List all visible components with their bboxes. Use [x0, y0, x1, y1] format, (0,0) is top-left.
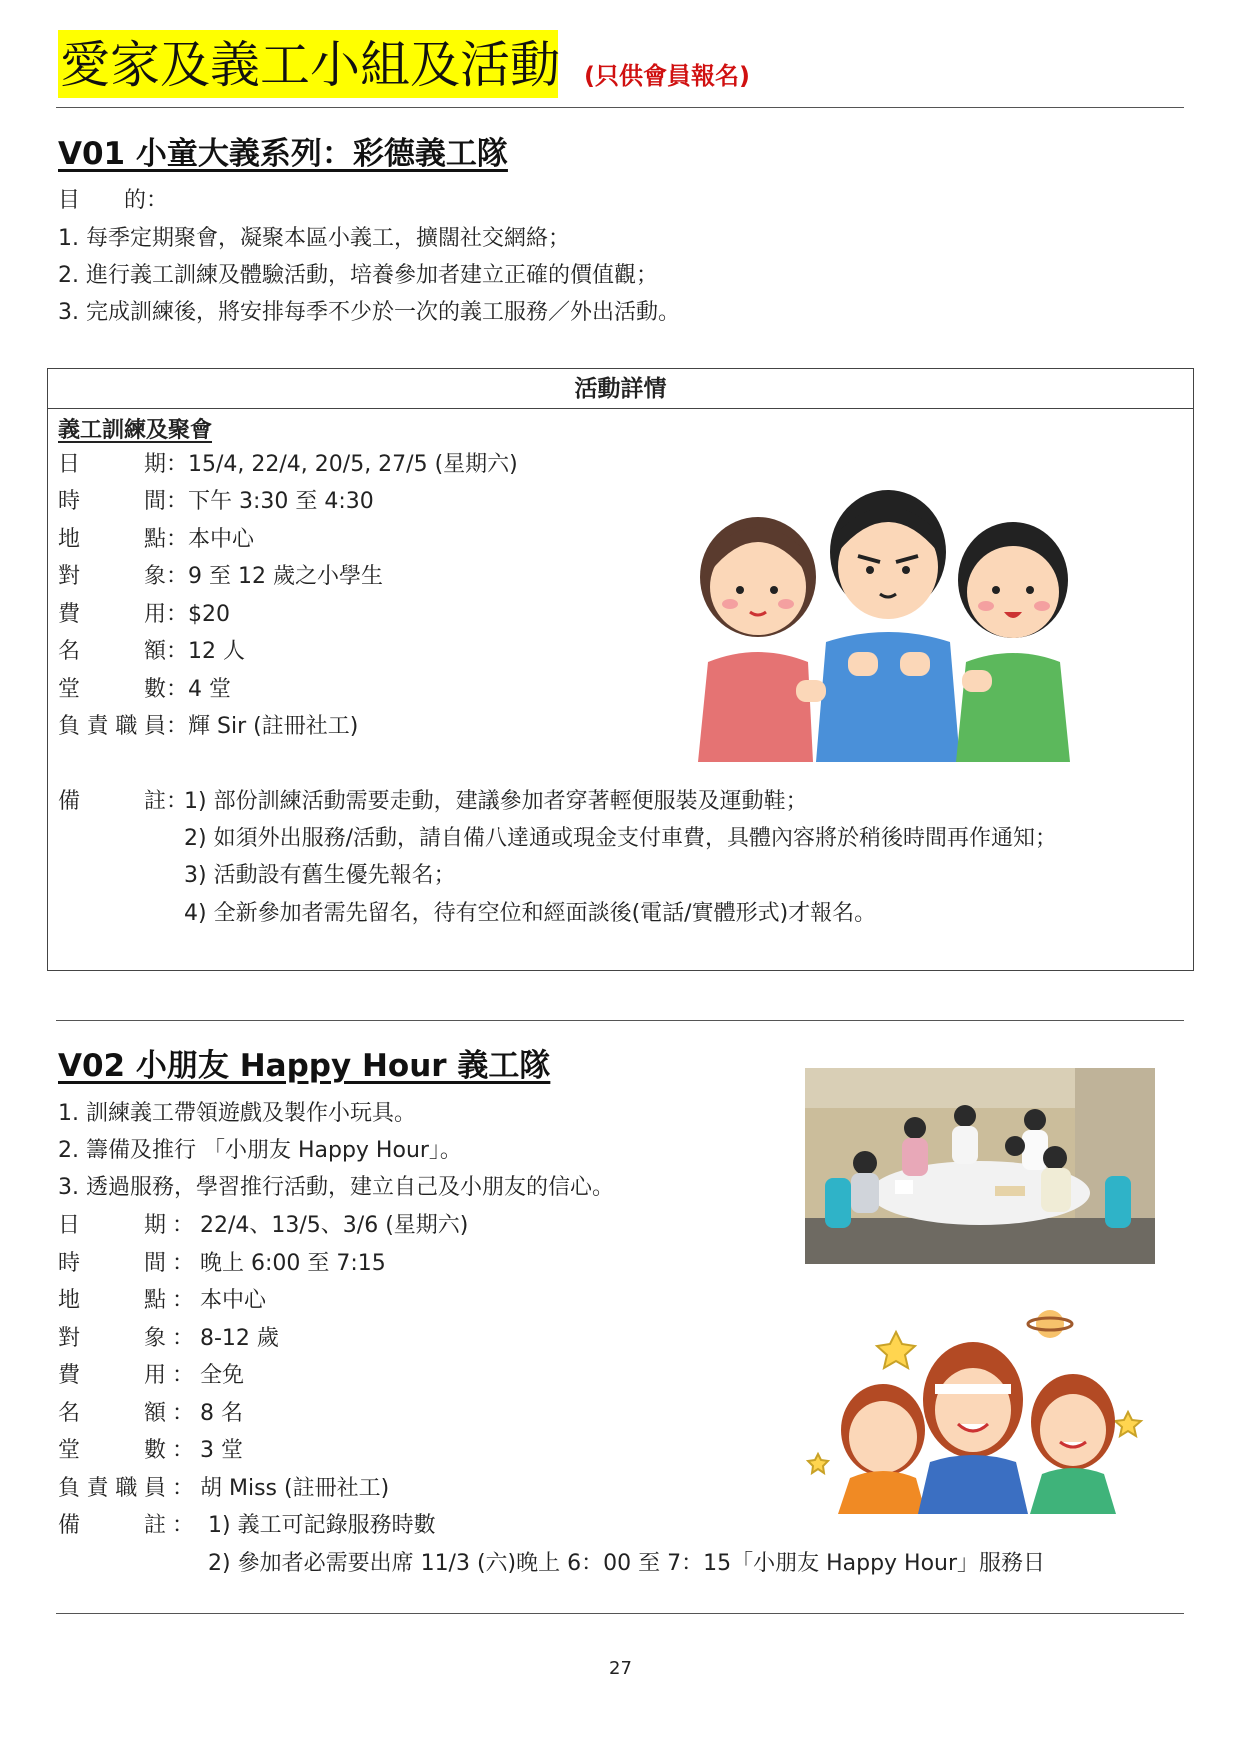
v02-detail-row: 時間 ： 晚上 6:00 至 7:15 — [58, 1251, 386, 1276]
v01-remarks-label: 備註： — [58, 789, 189, 814]
v01-detail-row: 地點：本中心 — [58, 527, 255, 552]
v02-detail-row: 地點 ： 本中心 — [58, 1288, 267, 1313]
v02-detail-row: 堂數 ： 3 堂 — [58, 1438, 243, 1463]
v02-detail-row: 負責職員 ： 胡 Miss (註冊社工) — [58, 1476, 390, 1501]
v01-detail-row: 負責職員：輝 Sir (註冊社工) — [58, 714, 359, 739]
activity-details-title: 活動詳情 — [48, 369, 1193, 409]
divider — [56, 1020, 1184, 1021]
v01-remark-1: 1) 部份訓練活動需要走動，建議參加者穿著輕便服裝及運動鞋； — [184, 789, 808, 814]
v01-remark-3: 3) 活動設有舊生優先報名； — [184, 863, 456, 888]
v02-heading: V02 小朋友 Happy Hour 義工隊 — [58, 1048, 551, 1084]
v01-detail-row: 時間：下午 3:30 至 4:30 — [58, 489, 374, 514]
v01-detail-row: 對象：9 至 12 歲之小學生 — [58, 564, 383, 589]
v02-remark-1: 1) 義工可記錄服務時數 — [208, 1513, 436, 1538]
v01-detail-row: 堂數：4 堂 — [58, 677, 232, 702]
v01-remark-4: 4) 全新參加者需先留名，待有空位和經面談後(電話/實體形式)才報名。 — [184, 901, 877, 926]
v01-detail-row: 日期：15/4, 22/4, 20/5, 27/5 (星期六) — [58, 452, 518, 477]
kids-thumbs-up-illustration — [688, 472, 1088, 762]
page-number: 27 — [609, 1658, 632, 1679]
v02-detail-row: 對象 ： 8-12 歲 — [58, 1326, 279, 1351]
v01-purpose-label: 目 的： — [58, 188, 169, 213]
v01-heading: V01 小童大義系列：彩德義工隊 — [58, 136, 508, 172]
v02-detail-row: 名額 ： 8 名 — [58, 1401, 243, 1426]
volunteers-activity-photo — [805, 1068, 1155, 1264]
v02-detail-row: 費用 ： 全免 — [58, 1363, 245, 1388]
v02-detail-row: 日期 ： 22/4、13/5、3/6 (星期六) — [58, 1213, 469, 1238]
divider — [56, 1613, 1184, 1614]
v02-remark-2: 2) 參加者必需要出席 11/3 (六)晚上 6：00 至 7：15「小朋友 Happy Hour」服務日 — [208, 1551, 1046, 1576]
v02-item-3: 3. 透過服務，學習推行活動，建立自己及小朋友的信心。 — [58, 1175, 614, 1200]
members-only-note: (只供會員報名) — [584, 62, 750, 90]
girls-illustration — [798, 1292, 1158, 1514]
divider — [56, 107, 1184, 108]
v01-purpose-1: 1. 每季定期聚會，凝聚本區小義工，擴闊社交網絡； — [58, 226, 570, 251]
v02-item-1: 1. 訓練義工帶領遊戲及製作小玩具。 — [58, 1101, 416, 1126]
training-subheading: 義工訓練及聚會 — [58, 418, 213, 443]
v01-remark-2: 2) 如須外出服務/活動，請自備八達通或現金支付車費，具體內容將於稍後時間再作通知； — [184, 826, 1057, 851]
v02-remarks-label: 備註 ： — [58, 1513, 194, 1538]
v01-detail-row: 名額：12 人 — [58, 639, 246, 664]
v01-detail-row: 費用：$20 — [58, 602, 231, 627]
v01-purpose-2: 2. 進行義工訓練及體驗活動，培養參加者建立正確的價值觀； — [58, 263, 658, 288]
v01-purpose-3: 3. 完成訓練後，將安排每季不少於一次的義工服務／外出活動。 — [58, 300, 680, 325]
page-title: 愛家及義工小組及活動 — [60, 36, 560, 94]
v02-item-2: 2. 籌備及推行 「小朋友 Happy Hour」。 — [58, 1138, 462, 1163]
